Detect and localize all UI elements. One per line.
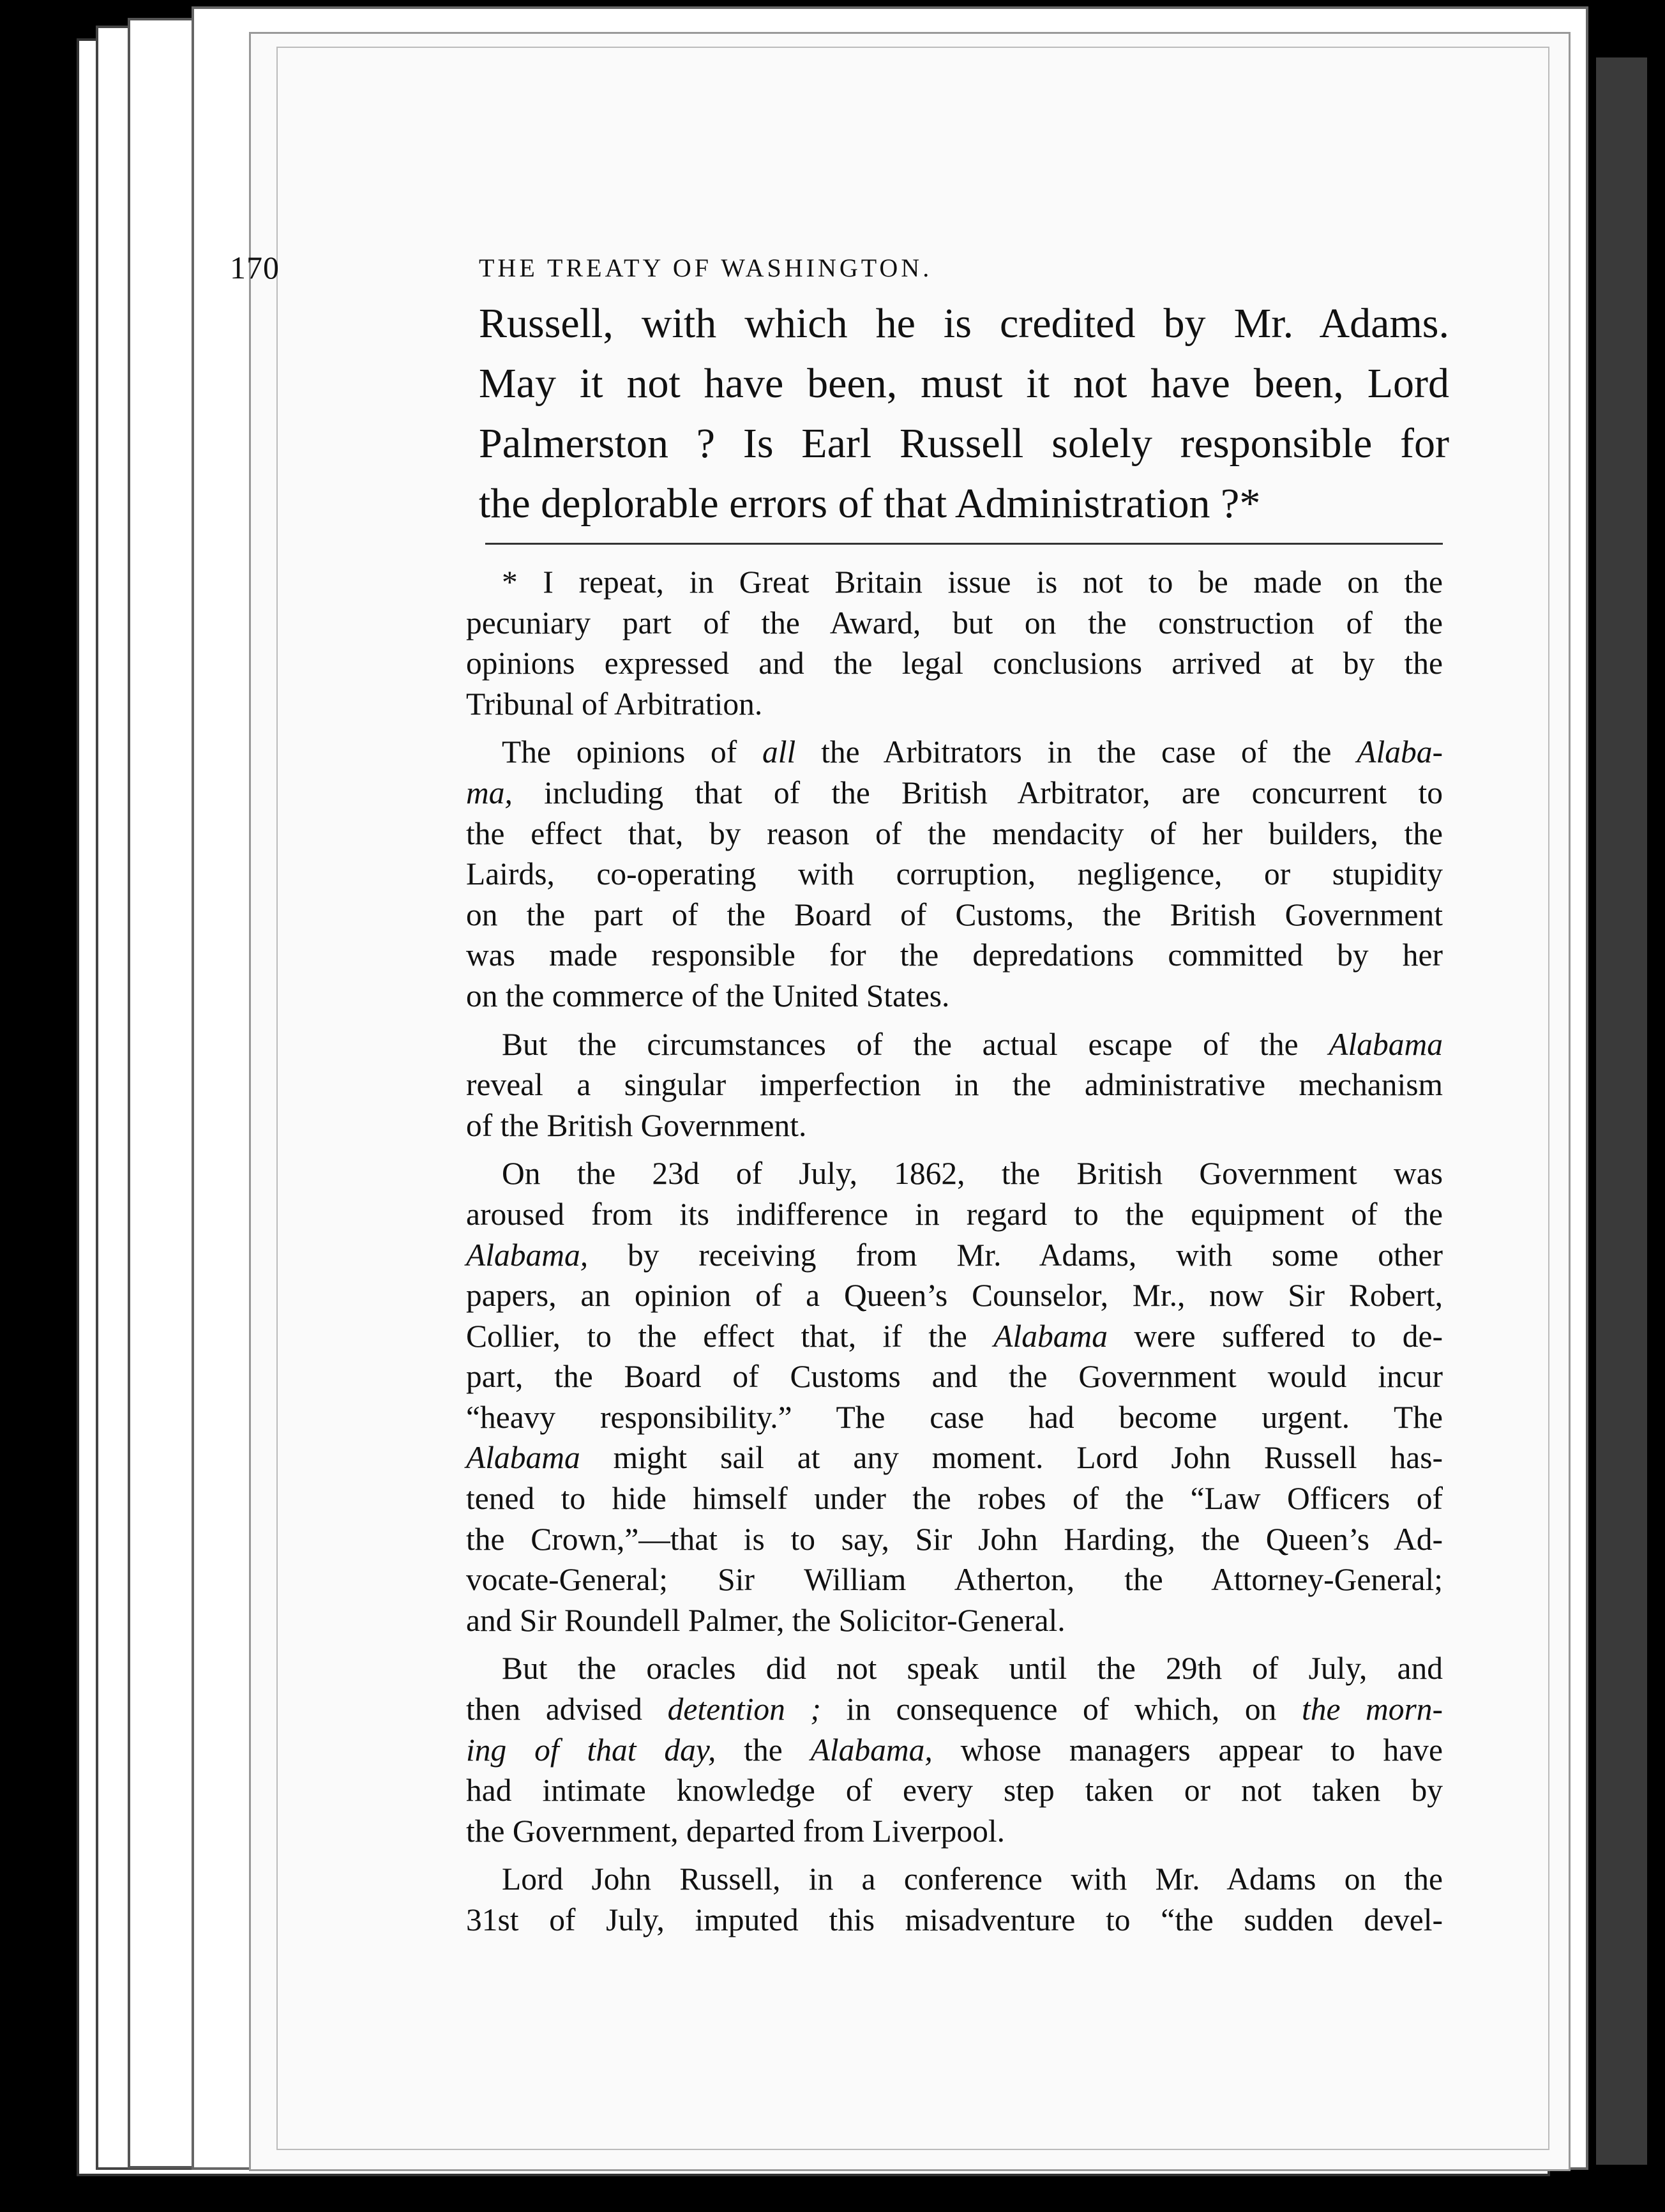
italic-run: Alabama xyxy=(1329,1026,1443,1062)
italic-run: Alabama, xyxy=(466,1237,589,1273)
footnote-line xyxy=(466,1024,1443,1065)
footnote-line: and Sir Roundell Palmer, the Solicitor-General. xyxy=(466,1602,1066,1638)
footnote-paragraph-2 xyxy=(466,732,1443,1016)
text-run: whose managers appear to have xyxy=(932,1732,1443,1768)
footnote-line: was made responsible for the depredations committed by her xyxy=(466,937,1443,973)
text-run: then advised xyxy=(466,1692,668,1727)
footnote-line: part, the Board of Customs and the Government would incur xyxy=(466,1359,1443,1395)
running-head: THE TREATY OF WASHINGTON. xyxy=(479,254,933,282)
footnote-line: the Government, departed from Liverpool. xyxy=(466,1813,1005,1849)
italic-run: Alabama xyxy=(466,1440,580,1476)
footnote-line xyxy=(466,732,1443,773)
footnote-paragraph-5 xyxy=(466,1648,1443,1851)
footnote-line xyxy=(466,1316,1443,1357)
body-line: the deplorable errors of that Administration ?* xyxy=(479,480,1261,527)
footnote-line: on the part of the Board of Customs, the British Government xyxy=(466,897,1443,932)
text-run: the Arbitrators in the case of the xyxy=(795,734,1357,770)
footnote-paragraph-3 xyxy=(466,1024,1443,1146)
body-paragraph xyxy=(479,294,1449,534)
text-run: might sail at any moment. Lord John Russell has- xyxy=(580,1440,1443,1476)
text-run: the xyxy=(716,1732,811,1768)
page-number: 170 xyxy=(230,250,280,285)
body-line: May it not have been, must it not have been, Lord xyxy=(479,360,1449,407)
book-edge-shadow xyxy=(1596,57,1647,2165)
footnote-line: tened to hide himself under the robes of the “Law Officers of xyxy=(466,1481,1443,1517)
italic-run: all xyxy=(762,734,796,770)
footnote-line xyxy=(466,1689,1443,1730)
footnote-line: papers, an opinion of a Queen’s Counselor, Mr., now Sir Robert, xyxy=(466,1278,1443,1314)
italic-run: Alabama, xyxy=(810,1732,933,1768)
footnote-divider xyxy=(485,543,1443,545)
italic-run: ing of that day, xyxy=(466,1732,716,1768)
body-line: Palmerston ? Is Earl Russell solely responsible for xyxy=(479,420,1449,467)
footnote-line: On the 23d of July, 1862, the British Government was xyxy=(502,1156,1443,1192)
italic-run: detention ; xyxy=(667,1692,821,1727)
text-run: were suffered to de- xyxy=(1107,1318,1443,1354)
footnote-paragraph-1 xyxy=(466,562,1443,724)
footnote-line: reveal a singular imperfection in the administrative mechanism xyxy=(466,1067,1443,1103)
footnote-line: Lairds, co-operating with corruption, negligence, or stupidity xyxy=(466,856,1443,892)
footnote-block xyxy=(466,562,1443,1948)
italic-run: ma, xyxy=(466,775,513,810)
footnote-line: vocate-General; Sir William Atherton, the Attorney-General; xyxy=(466,1562,1443,1598)
footnote-line xyxy=(466,1730,1443,1771)
text-run: by receiving from Mr. Adams, with some other xyxy=(588,1237,1443,1273)
footnote-line: Lord John Russell, in a conference with Mr. Adams on the xyxy=(502,1861,1443,1897)
footnote-line: 31st of July, imputed this misadventure to “the sudden devel- xyxy=(466,1902,1443,1937)
footnote-line: Tribunal of Arbitration. xyxy=(466,686,763,722)
text-run: Collier, to the effect that, if the xyxy=(466,1318,994,1354)
body-line: Russell, with which he is credited by Mr. Adams. xyxy=(479,300,1449,347)
text-run: including that of the British Arbitrator, are concurrent to xyxy=(512,775,1443,810)
footnote-line: But the oracles did not speak until the 29th of July, and xyxy=(502,1651,1443,1686)
text-run: The opinions of xyxy=(502,734,763,770)
footnote-line: “heavy responsibility.” The case had become urgent. The xyxy=(466,1399,1443,1435)
footnote-line: the Crown,”—that is to say, Sir John Harding, the Queen’s Ad- xyxy=(466,1521,1443,1557)
footnote-line: on the commerce of the United States. xyxy=(466,978,950,1013)
italic-run: the morn- xyxy=(1301,1692,1443,1727)
footnote-line: had intimate knowledge of every step taken or not taken by xyxy=(466,1773,1443,1808)
footnote-line: of the British Government. xyxy=(466,1107,807,1143)
italic-run: Alaba- xyxy=(1357,734,1443,770)
text-run: But the circumstances of the actual escape of the xyxy=(502,1026,1329,1062)
footnote-paragraph-6 xyxy=(466,1859,1443,1940)
footnote-line xyxy=(466,1235,1443,1276)
footnote-line: opinions expressed and the legal conclusions arrived at by the xyxy=(466,646,1443,681)
text-run: in consequence of which, on xyxy=(820,1692,1302,1727)
footnote-line: the effect that, by reason of the mendacity of her builders, the xyxy=(466,815,1443,851)
footnote-line: aroused from its indifference in regard to the equipment of the xyxy=(466,1196,1443,1232)
footnote-line: * I repeat, in Great Britain issue is not to be made on the xyxy=(502,564,1443,600)
italic-run: Alabama xyxy=(993,1318,1108,1354)
footnote-line xyxy=(466,1437,1443,1478)
footnote-line xyxy=(466,773,1443,814)
footnote-line: pecuniary part of the Award, but on the construction of the xyxy=(466,605,1443,640)
page-header xyxy=(230,249,1456,294)
footnote-paragraph-4 xyxy=(466,1153,1443,1640)
